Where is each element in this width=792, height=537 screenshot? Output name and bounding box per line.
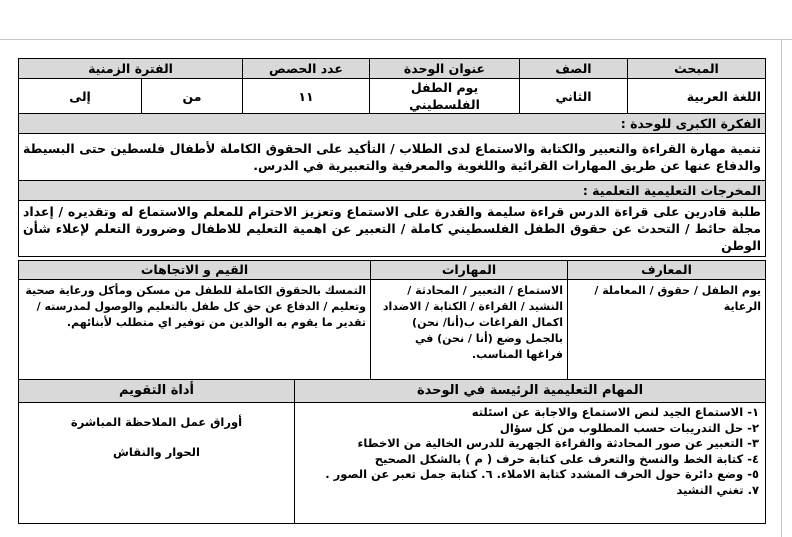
task-item: ١- الاستماع الجيد لنص الاستماع والاجابة عن اسئلته — [471, 405, 759, 419]
task-item: ٤- كتابة الخط والنسخ والتعرف على كتابة حرف ( م ) بالشكل الصحيح — [374, 451, 759, 466]
big-idea-text: تنمية مهارة القراءة والتعبير والكتابة والاستماع لدى الطلاب / التأكيد على الحقوق الكاملة لأطفال فلسطين حتى البسيطة والدفاع عنها عن طريق المهارات القرائية واللغوية والمعرفية والتعبيرية في الدرس. — [19, 134, 766, 181]
outcomes-title-row — [19, 181, 766, 201]
subject-header: المبحث — [628, 59, 766, 79]
right-divider — [781, 40, 782, 537]
tasks-table — [18, 379, 766, 524]
tool-header: أداة التقويم — [19, 380, 295, 403]
big-idea-title: الفكرة الكبرى للوحدة : — [19, 114, 766, 134]
task-item: ٧. تغني النشيد — [676, 482, 759, 497]
subject-value: اللغة العربية — [628, 79, 766, 114]
unit-title-value: يوم الطفل الفلسطيني — [370, 79, 520, 114]
knowledge-skills-table — [18, 260, 766, 380]
periods-header: عدد الحصص — [243, 59, 370, 79]
knowledge-header-row — [19, 261, 766, 280]
time-period-header: الفترة الزمنية — [19, 59, 243, 79]
tasks-list — [295, 403, 766, 524]
outcomes-text: طلبة قادرين على قراءة الدرس قراءة سليمة والقدرة على الاستماع وتعزيز الاحترام للمعلم والاستماع له وتقديره / إعداد مجلة حائط / التحدث عن حقوق الطفل الفلسطيني كاملة / التعبير عن اهمية التعليم للاطفال وضرورة التعلم لإعلاء شأن الوطن — [19, 201, 766, 257]
task-item: ٣- التعبير عن صور المحادثة والقراءة الجهرية للدرس الخالية من الاخطاء — [357, 436, 759, 450]
lesson-info-table — [18, 58, 766, 257]
tools-list — [19, 403, 295, 524]
outcomes-body-row — [19, 201, 766, 257]
from-label: من — [142, 79, 243, 114]
knowledge-body-row — [19, 280, 766, 380]
big-idea-body-row — [19, 134, 766, 181]
tool-item: الحوار والنقاش — [113, 445, 200, 459]
grade-value: الثاني — [520, 79, 628, 114]
unit-title-header: عنوان الوحدة — [370, 59, 520, 79]
to-label: إلى — [19, 79, 142, 114]
big-idea-title-row — [19, 114, 766, 134]
task-item: ٢- حل التدريبات حسب المطلوب من كل سؤال — [499, 420, 759, 435]
lesson-values-row — [19, 79, 766, 114]
outcomes-title: المخرجات التعليمية التعلمية : — [19, 181, 766, 201]
periods-value: ١١ — [243, 79, 370, 114]
values-header: القيم و الاتجاهات — [19, 261, 371, 280]
task-item: ٥- وضع دائرة حول الحرف المشدد كتابة الاملاء. ٦. كتابة جمل تعبر عن الصور . — [325, 467, 759, 481]
skills-text: الاستماع / التعبير / المحادثة / النشيد / القراءة / الكتابة / الاضداد اكمال الفراغات ب(أنا/ نحن) بالجمل وضع (أنا / نحن) في فراغها المناسب. — [371, 280, 568, 380]
knowledge-header: المعارف — [568, 261, 766, 280]
lesson-header-row — [19, 59, 766, 79]
grade-header: الصف — [520, 59, 628, 79]
top-divider — [0, 39, 792, 40]
skills-header: المهارات — [371, 261, 568, 280]
values-text: التمسك بالحقوق الكاملة للطفل من مسكن ومأكل ورعاية صحية وتعليم / الدفاع عن حق كل طفل بالتعليم والوصول لمدرسته / تقدير ما يقوم به الوالدين من توفير اي متطلب لأبنائهم. — [19, 280, 371, 380]
tasks-header: المهام التعليمية الرئيسة في الوحدة — [295, 380, 766, 403]
tool-item: أوراق عمل الملاحظة المباشرة — [70, 415, 243, 429]
tasks-header-row — [19, 380, 766, 403]
tasks-body-row — [19, 403, 766, 524]
knowledge-text: يوم الطفل / حقوق / المعاملة / الرعاية — [568, 280, 766, 380]
